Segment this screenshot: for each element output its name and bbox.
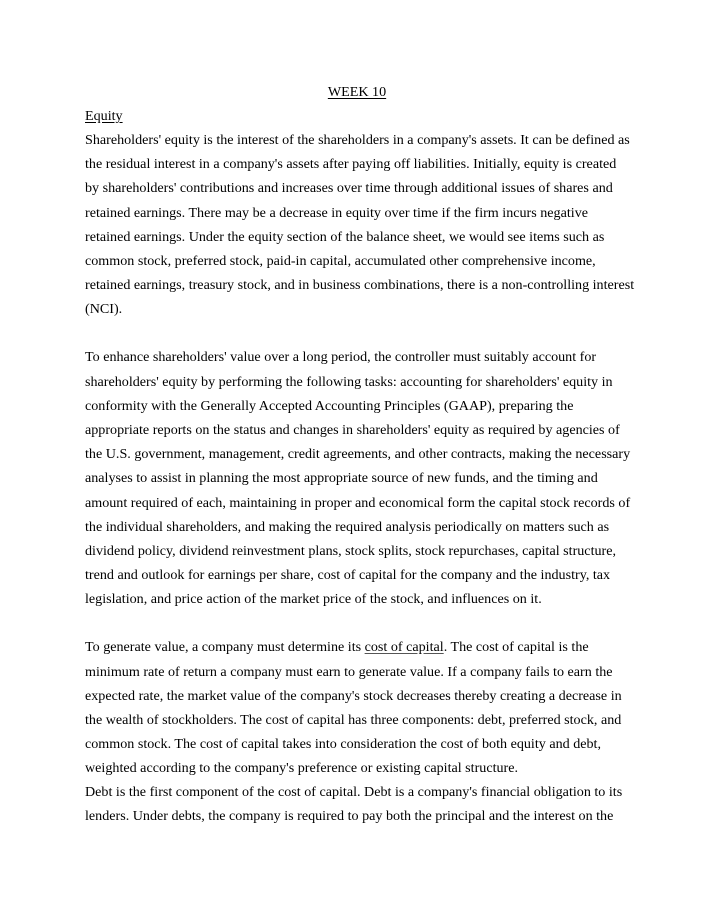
paragraph-line: retained earnings, treasury stock, and in business combinations, there is a non-controlling interest bbox=[85, 277, 635, 293]
paragraph-line: lenders. Under debts, the company is required to pay both the principal and the interest on the bbox=[85, 808, 614, 824]
paragraph-line: retained earnings. Under the equity section of the balance sheet, we would see items such as bbox=[85, 229, 605, 245]
paragraph-line: appropriate reports on the status and changes in shareholders' equity as required by agencies of bbox=[85, 422, 620, 438]
paragraph-line: weighted according to the company's preference or existing capital structure. bbox=[85, 760, 519, 776]
paragraph-line: legislation, and price action of the market price of the stock, and influences on it. bbox=[85, 591, 542, 607]
paragraph-line: expected rate, the market value of the company's stock decreases thereby creating a decrease in bbox=[85, 688, 622, 704]
paragraph-line: by shareholders' contributions and increases over time through additional issues of shares and bbox=[85, 180, 613, 196]
paragraph-line: common stock. The cost of capital takes into consideration the cost of both equity and debt, bbox=[85, 736, 601, 752]
page-title: WEEK 10 bbox=[327, 84, 387, 100]
paragraph-line: dividend policy, dividend reinvestment plans, stock splits, stock repurchases, capital structure, bbox=[85, 543, 616, 559]
text-span: . The cost of capital is the bbox=[443, 639, 589, 655]
paragraph-line: minimum rate of return a company must earn to generate value. If a company fails to earn the bbox=[85, 664, 613, 680]
paragraph-line: the individual shareholders, and making the required analysis periodically on matters such as bbox=[85, 519, 610, 535]
paragraph-line: amount required of each, maintaining in proper and economical form the capital stock records of bbox=[85, 495, 631, 511]
text-span: To generate value, a company must determine its bbox=[85, 639, 365, 655]
paragraph-line: the residual interest in a company's assets after paying off liabilities. Initially, equity is created bbox=[85, 156, 617, 172]
paragraph-line: trend and outlook for earnings per share, cost of capital for the company and the industry, tax bbox=[85, 567, 611, 583]
paragraph-line: shareholders' equity by performing the following tasks: accounting for shareholders' equity in bbox=[85, 374, 613, 390]
paragraph-line: conformity with the Generally Accepted Accounting Principles (GAAP), preparing the bbox=[85, 398, 574, 414]
paragraph-line: Shareholders' equity is the interest of the shareholders in a company's assets. It can be defined as bbox=[85, 132, 630, 148]
paragraph-line: analyses to assist in planning the most appropriate source of new funds, and the timing and bbox=[85, 470, 598, 486]
paragraph-line: (NCI). bbox=[85, 301, 123, 317]
paragraph-line bbox=[85, 638, 589, 656]
paragraph-line: common stock, preferred stock, paid-in capital, accumulated other comprehensive income, bbox=[85, 253, 596, 269]
paragraph-line: the U.S. government, management, credit agreements, and other contracts, making the necessary bbox=[85, 446, 631, 462]
paragraph-line: retained earnings. There may be a decrease in equity over time if the firm incurs negative bbox=[85, 205, 588, 221]
paragraph-line: To enhance shareholders' value over a long period, the controller must suitably account for bbox=[85, 349, 597, 365]
cost-of-capital-link[interactable]: cost of capital bbox=[364, 639, 444, 655]
section-heading: Equity bbox=[85, 108, 123, 124]
paragraph-line: Debt is the first component of the cost of capital. Debt is a company's financial obligation to its bbox=[85, 784, 623, 800]
paragraph-line: the wealth of stockholders. The cost of capital has three components: debt, preferred stock, and bbox=[85, 712, 622, 728]
